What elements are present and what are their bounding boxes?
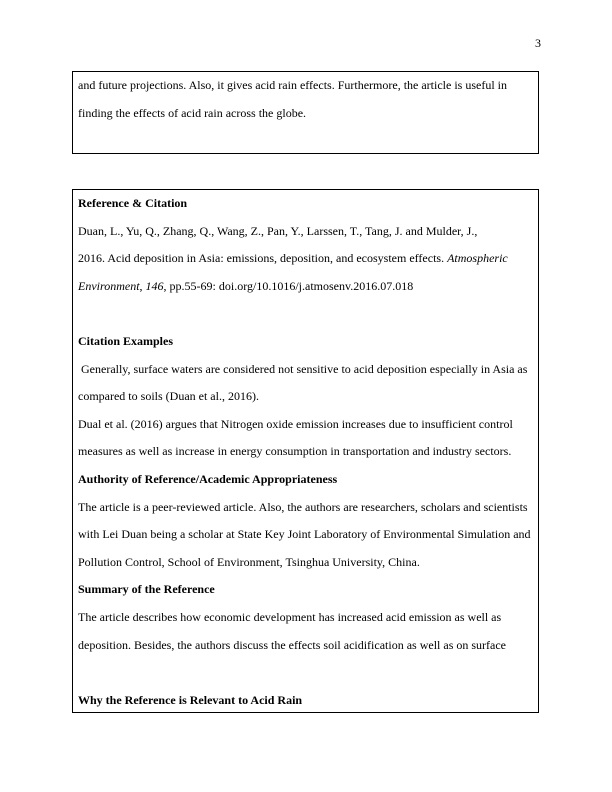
authority-line: Pollution Control, School of Environment, Tsinghua University, China. — [78, 554, 420, 569]
citation-line: Generally, surface waters are considered not sensitive to acid deposition especially in Asia as — [78, 361, 528, 376]
authority-line: with Lei Duan being a scholar at State Key Joint Laboratory of Environmental Simulation and — [78, 527, 531, 542]
summary-line: deposition. Besides, the authors discuss the effects soil acidification as well as on surface — [78, 637, 507, 652]
authority-heading: Authority of Reference/Academic Appropriateness — [78, 471, 338, 486]
journal-volume: 146 — [145, 278, 164, 293]
summary-heading: Summary of the Reference — [78, 582, 215, 597]
citation-line: Dual et al. (2016) argues that Nitrogen oxide emission increases due to insufficient control — [78, 416, 513, 431]
reference-line: Duan, L., Yu, Q., Zhang, Q., Wang, Z., Pan, Y., Larssen, T., Tang, J. and Mulder, J., — [78, 223, 478, 238]
citation-line: compared to soils (Duan et al., 2016). — [78, 389, 259, 404]
citation-examples-heading: Citation Examples — [78, 333, 174, 348]
reference-line — [78, 245, 533, 273]
reference-table — [72, 189, 539, 713]
continuation-box — [72, 71, 539, 154]
journal-name: Environment — [78, 278, 140, 293]
reference-line — [78, 273, 533, 301]
page-number: 3 — [535, 36, 541, 50]
authority-line: The article is a peer-reviewed article. Also, the authors are researchers, scholars and scientists — [78, 499, 528, 514]
citation-line: measures as well as increase in energy consumption in transportation and industry sectors. — [78, 444, 512, 459]
reference-text: , pp.55-69: doi.org/10.1016/j.atmosenv.2016.07.018 — [163, 278, 414, 293]
relevance-heading: Why the Reference is Relevant to Acid Rain — [78, 692, 303, 707]
reference-heading: Reference & Citation — [78, 196, 188, 210]
reference-text: 2016. Acid deposition in Asia: emissions, deposition, and ecosystem effects. — [78, 251, 448, 266]
continuation-line: and future projections. Also, it gives acid rain effects. Furthermore, the article is useful in — [78, 78, 507, 92]
continuation-line: finding the effects of acid rain across the globe. — [78, 105, 307, 120]
summary-line: The article describes how economic development has increased acid emission as well as — [78, 609, 502, 624]
journal-name: Atmospheric — [447, 251, 508, 266]
reference-text: , — [139, 278, 146, 293]
